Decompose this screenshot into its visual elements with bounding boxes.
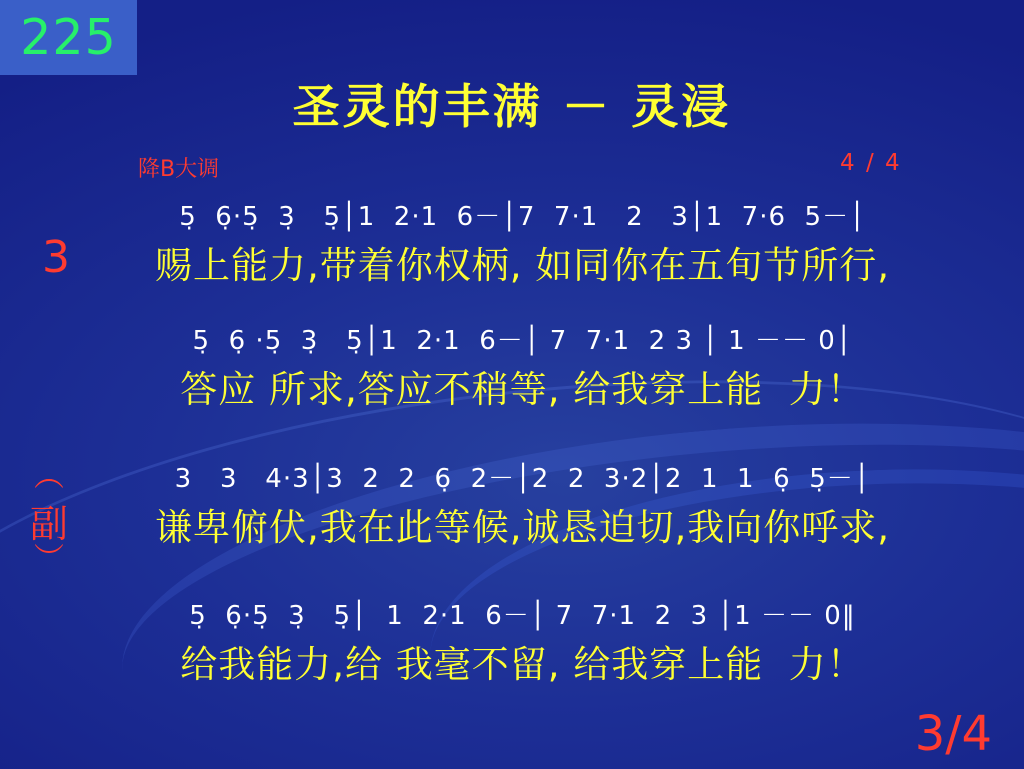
music-line-2 — [70, 320, 975, 413]
notation-line-2: 5̣ 6̣ ·5̣ 3̣ 5̣│1 2·1 6－│ 7 7·1 2 3 │ 1 －－ 0│ — [192, 326, 853, 356]
verse-marker: 3 — [42, 232, 70, 283]
lyrics-line-1: 赐上能力,带着你权柄, 如同你在五旬节所行, — [154, 244, 891, 287]
time-signature: 4 / 4 — [840, 150, 902, 176]
hymn-number-box — [0, 0, 137, 75]
notation-line-1: 5̣ 6̣·5̣ 3̣ 5̣│1 2·1 6－│7 7·1 2 3│1 7·6 5－│ — [179, 202, 866, 232]
page-number: 3/4 — [914, 706, 992, 763]
lyrics-line-4: 给我能力,给 我毫不留, 给我穿上能 力！ — [180, 643, 865, 686]
music-line-1 — [70, 196, 975, 289]
notation-line-4: 5̣ 6̣·5̣ 3̣ 5̣│ 1 2·1 6－│ 7 7·1 2 3 │1 －－ 0‖ — [189, 601, 856, 631]
music-line-4 — [70, 595, 975, 688]
chorus-paren-top-icon: ︵ — [34, 459, 64, 494]
chorus-marker: 副 — [30, 502, 69, 546]
chorus-paren-bottom-icon: ︶ — [34, 542, 64, 577]
lyrics-line-2: 答应 所求,答应不稍等, 给我穿上能 力！ — [180, 368, 865, 411]
notation-line-3: 3 3 4·3│3 2 2 6̣ 2－│2 2 3·2│2 1 1 6̣ 5̣－│ — [174, 464, 871, 494]
hymn-number: 225 — [20, 9, 117, 66]
key-signature: 降B大调 — [138, 157, 220, 182]
page-title: 圣灵的丰满 － 灵浸 — [292, 80, 732, 135]
music-line-3 — [70, 458, 975, 551]
lyrics-line-3: 谦卑俯伏,我在此等候,诚恳迫切,我向你呼求, — [154, 506, 891, 549]
background-swoosh-2 — [106, 378, 1024, 769]
